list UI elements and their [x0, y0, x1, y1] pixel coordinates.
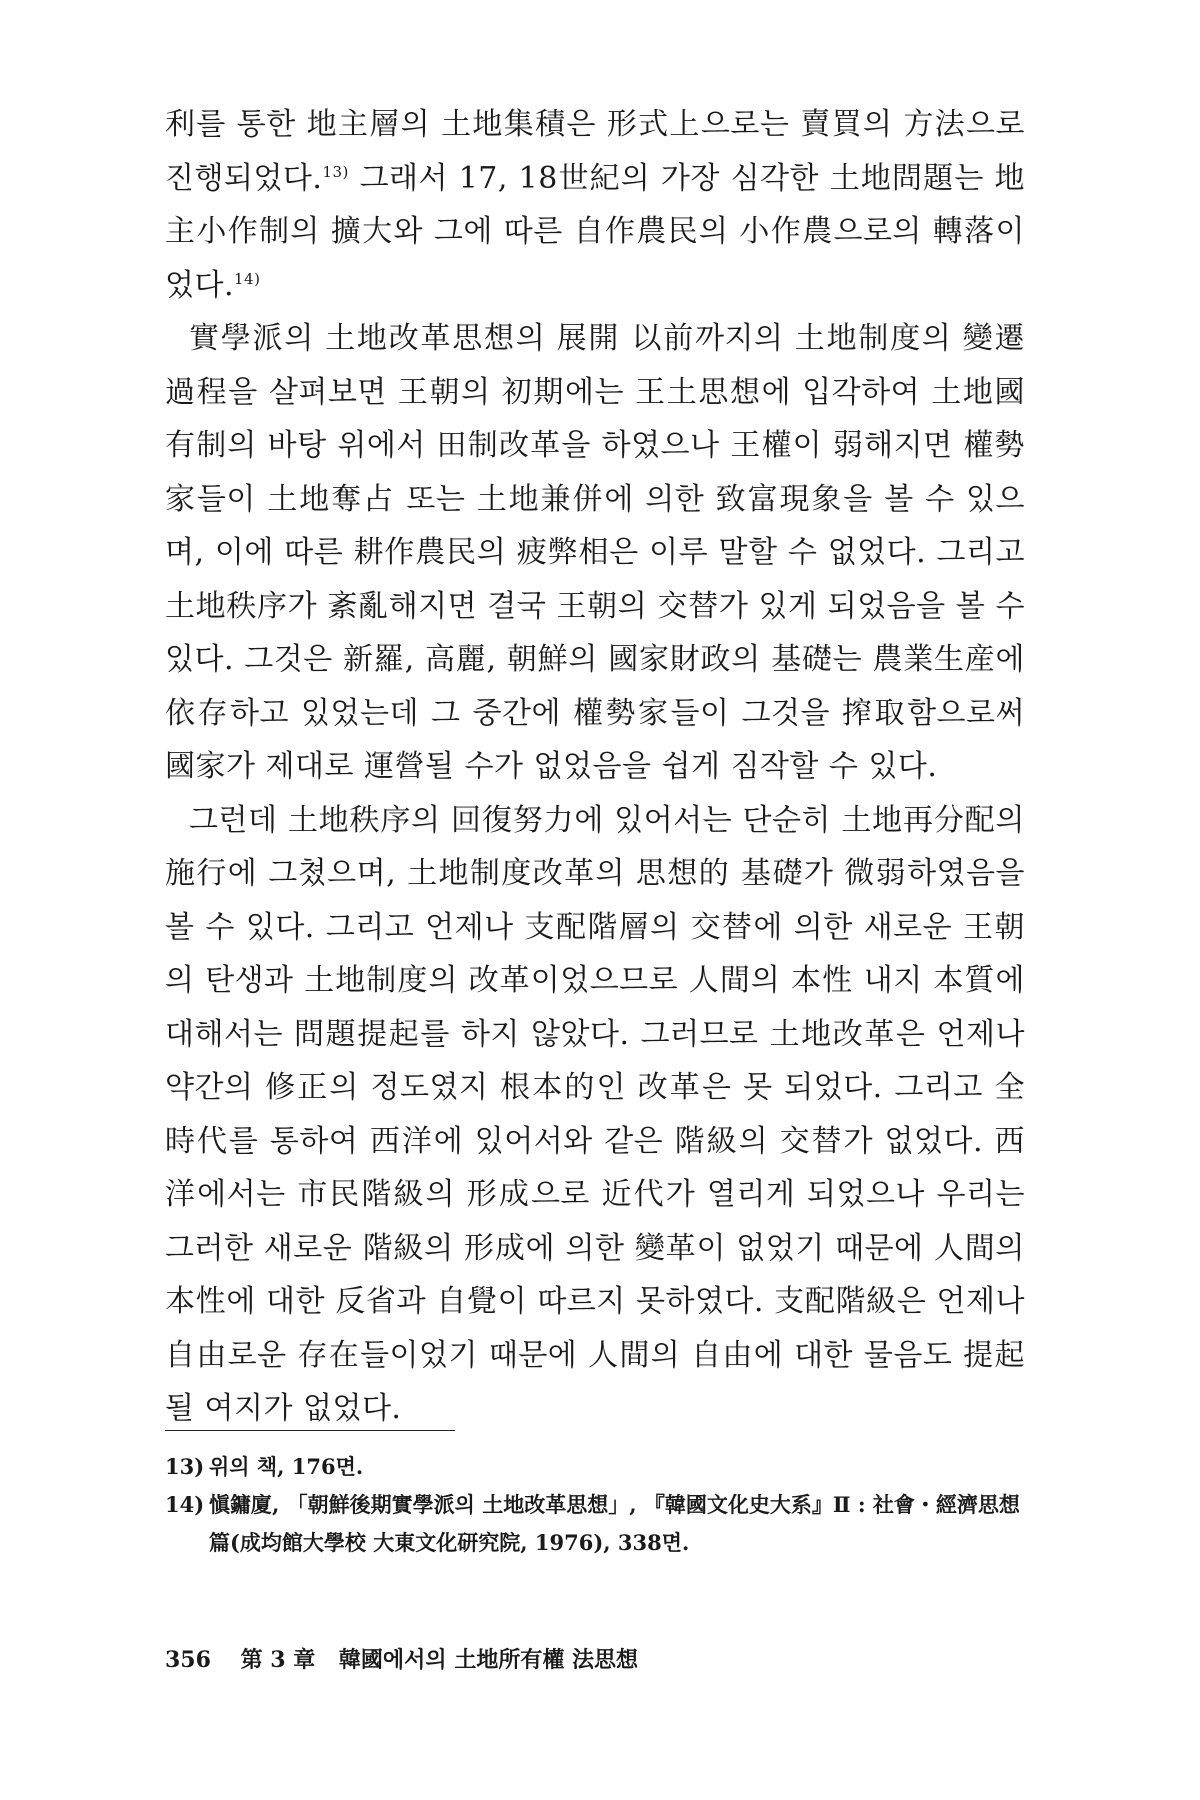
chapter-label: 第 3 章	[240, 1647, 316, 1673]
page-content	[165, 98, 1025, 1436]
footnote-14	[165, 1486, 1025, 1562]
footnote-ref-13: 13)	[322, 162, 349, 181]
page-number: 356	[165, 1647, 211, 1673]
running-footer	[165, 1643, 654, 1674]
chapter-title: 韓國에서의 土地所有權 法思想	[338, 1647, 638, 1673]
footnote-number: 13)	[165, 1454, 205, 1479]
footnote-text: 愼鏞廈, 「朝鮮後期實學派의 土地改革思想」, 『韓國文化史大系』Ⅱ : 社會・經濟思想 篇(成均館大學校 大東文化研究院, 1976), 338면.	[209, 1492, 1020, 1555]
footnote-13	[165, 1448, 1025, 1486]
paragraph-3: 그런데 土地秩序의 回復努力에 있어서는 단순히 土地再分配의 施行에 그쳤으며, 土地制度改革의 思想的 基礎가 微弱하였음을 볼 수 있다. 그리고 언제나 支配階層의 交替에 의한 새로운 王朝의 탄생과 土地制度의 改革이었으므로 人間의 本性 내지 本質에 대해서는 問題提起를 하지 않았다. 그러므로 土地改革은 언제나 약간의 修正의 정도였지 根本的인 改革은 못 되었다. 그리고 全 時代를 통하여 西洋에 있어서와 같은 階級의 交替가 없었다. 西洋에서는 市民階級의 形成으로 近代가 열리게 되었으나 우리는 그러한 새로운 階級의 形成에 의한 變革이 없었기 때문에 人間의 本性에 대한 反省과 自覺이 따르지 못하였다. 支配階級은 언제나 自由로운 存在들이었기 때문에 人間의 自由에 대한 물음도 提起될 여지가 없었다.	[165, 802, 1025, 1426]
body-text	[165, 98, 1025, 1436]
paragraph-1-continued: 그래서 17, 18世紀의 가장 심각한 土地問題는 地主小作制의 擴大와 그에 따른 自作農民의 小作農으로의 轉落이었다.	[165, 160, 1025, 303]
footnote-number: 14)	[165, 1492, 205, 1517]
footnote-divider	[165, 1430, 455, 1431]
footnote-text: 위의 책, 176면.	[209, 1454, 364, 1479]
paragraph-1-text: 利를 통한 地主層의 土地集積은 形式上으로는 賣買의 方法으로 진행되었다.	[165, 107, 1025, 196]
paragraph-1	[165, 98, 1025, 312]
footnote-ref-14: 14)	[234, 269, 261, 288]
footnotes	[165, 1448, 1025, 1562]
paragraph-2: 實學派의 土地改革思想의 展開 以前까지의 土地制度의 變遷過程을 살펴보면 王朝의 初期에는 王土思想에 입각하여 土地國有制의 바탕 위에서 田制改革을 하였으나 王權이 弱해지면 權勢家들이 土地奪占 또는 土地兼併에 의한 致富現象을 볼 수 있으며, 이에 따른 耕作農民의 疲弊相은 이루 말할 수 없었다. 그리고 土地秩序가 紊亂해지면 결국 王朝의 交替가 있게 되었음을 볼 수 있다. 그것은 新羅, 高麗, 朝鮮의 國家財政의 基礎는 農業生産에 依存하고 있었는데 그 중간에 權勢家들이 그것을 搾取함으로써 國家가 제대로 運營될 수가 없었음을 쉽게 짐작할 수 있다.	[165, 321, 1025, 784]
